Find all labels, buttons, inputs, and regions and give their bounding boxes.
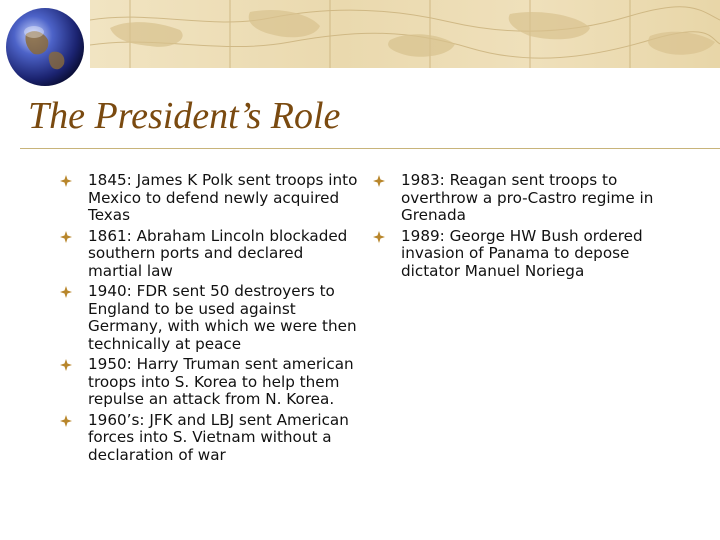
list-item	[60, 228, 360, 281]
bullet-text: 1960’s: JFK and LBJ sent American forces into S. Vietnam without a declaration of war	[88, 410, 349, 464]
title-divider	[20, 148, 720, 149]
list-item	[373, 228, 673, 281]
bullet-text: 1983: Reagan sent troops to overthrow a pro-Castro regime in Grenada	[401, 171, 654, 224]
list-item	[60, 356, 360, 409]
diamond-bullet-icon	[60, 359, 72, 371]
right-bullet-list	[373, 172, 673, 283]
diamond-bullet-icon	[373, 231, 385, 243]
diamond-bullet-icon	[60, 231, 72, 243]
list-item	[373, 172, 673, 225]
map-banner	[90, 0, 720, 68]
bullet-text: 1861: Abraham Lincoln blockaded southern ports and declared martial law	[88, 226, 348, 280]
diamond-bullet-icon	[60, 286, 72, 298]
diamond-bullet-icon	[373, 175, 385, 187]
bullet-text: 1940: FDR sent 50 destroyers to England to be used against Germany, with which we were then technically at peace	[88, 282, 357, 353]
left-bullet-list	[60, 172, 360, 467]
list-item	[60, 283, 360, 353]
slide-title: The President’s Role	[28, 95, 341, 137]
list-item	[60, 172, 360, 225]
map-texture	[90, 0, 720, 68]
list-item	[60, 412, 360, 465]
bullet-text: 1845: James K Polk sent troops into Mexico to defend newly acquired Texas	[88, 171, 358, 224]
bullet-text: 1950: Harry Truman sent american troops into S. Korea to help them repulse an attack from N. Korea.	[88, 355, 354, 408]
globe-icon	[4, 6, 86, 88]
diamond-bullet-icon	[60, 415, 72, 427]
diamond-bullet-icon	[60, 175, 72, 187]
bullet-text: 1989: George HW Bush ordered invasion of Panama to depose dictator Manuel Noriega	[401, 226, 643, 280]
